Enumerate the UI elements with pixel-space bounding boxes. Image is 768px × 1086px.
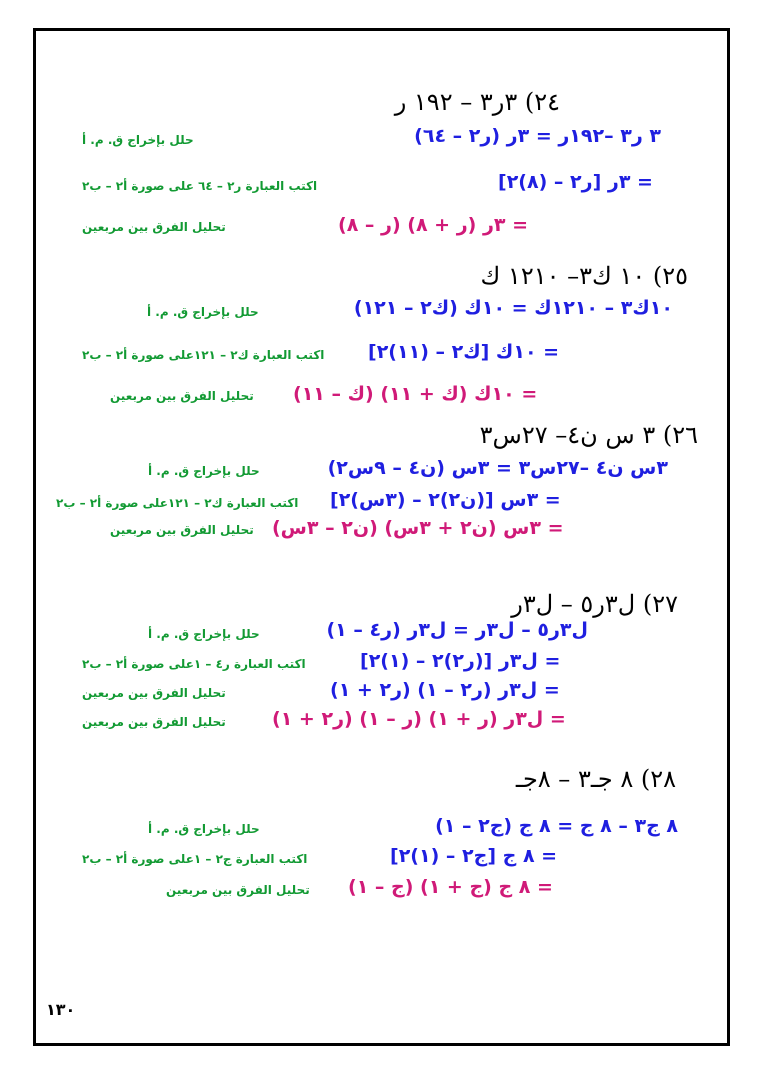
problem-27-step-4: = ل٣ر (ر + ١) (ر – ١) (ر٢ + ١) <box>272 708 566 730</box>
problem-24-step-1: ٣ ر٣ –١٩٢ر = ٣ر (ر٢ – ٦٤) <box>414 125 661 147</box>
problem-28-step-3: = ٨ ج (ج + ١) (ج – ١) <box>348 876 553 898</box>
problem-24-step-3: = ٣ر (ر + ٨) (ر – ٨) <box>338 214 529 236</box>
page-number: ١٣٠ <box>46 1000 76 1019</box>
problem-25-step-3: = ١٠ك (ك + ١١) (ك – ١١) <box>293 383 538 405</box>
problem-24-note-1: حلل بإخراج ق. م. أ <box>82 133 194 147</box>
problem-25-question: ٢٥) ١٠ ك٣– ١٢١٠ ك <box>480 262 688 290</box>
problem-25-note-1: حلل بإخراج ق. م. أ <box>147 305 259 319</box>
problem-26-note-1: حلل بإخراج ق. م. أ <box>148 464 260 478</box>
problem-27-note-4: تحليل الفرق بين مربعين <box>82 715 226 729</box>
problem-25-step-2: = ١٠ك [ك٢ – (١١)٢] <box>368 341 560 363</box>
problem-26-step-1: ٣س ن٤ –٢٧س٣ = ٣س (ن٤ – ٩س٢) <box>327 457 668 479</box>
problem-27-step-3: = ل٣ر (ر٢ – ١) (ر٢ + ١) <box>330 679 560 701</box>
problem-28-note-3: تحليل الفرق بين مربعين <box>166 883 310 897</box>
problem-25-step-1: ١٠ك٣ – ١٢١٠ك = ١٠ك (ك٢ – ١٢١) <box>353 297 673 319</box>
problem-28-note-2: اكتب العبارة ج٢ – ١على صورة أ٢ – ب٢ <box>82 852 308 866</box>
problem-26-step-3: = ٣س (ن٢ + ٣س) (ن٢ – ٣س) <box>272 517 564 539</box>
problem-28-step-2: = ٨ ج [ج٢ – (١)٢] <box>390 845 558 867</box>
problem-25-note-2: اكتب العبارة ك٢ – ١٢١على صورة أ٢ – ب٢ <box>82 348 325 362</box>
problem-24-note-3: تحليل الفرق بين مربعين <box>82 220 226 234</box>
problem-26-note-2: اكتب العبارة ك٢ – ١٢١على صورة أ٢ – ب٢ <box>56 496 299 510</box>
problem-27-step-1: ل٣ر٥ – ل٣ر = ل٣ر (ر٤ – ١) <box>326 619 588 641</box>
problem-26-step-2: = ٣س [(ن٢)٢ – (٣س)٢] <box>330 489 561 511</box>
problem-24-note-2: اكتب العبارة ر٢ – ٦٤ على صورة أ٢ – ب٢ <box>82 179 318 193</box>
problem-27-step-2: = ل٣ر [(ر٢)٢ – (١)٢] <box>360 650 561 672</box>
problem-28-note-1: حلل بإخراج ق. م. أ <box>148 822 260 836</box>
problem-24-question: ٢٤) ٣ر٣ – ١٩٢ ر <box>394 88 560 116</box>
problem-27-note-2: اكتب العبارة ر٤ – ١على صورة أ٢ – ب٢ <box>82 657 306 671</box>
problem-26-note-3: تحليل الفرق بين مربعين <box>110 523 254 537</box>
problem-26-question: ٢٦) ٣ س ن٤– ٢٧س٣ <box>479 421 698 449</box>
problem-24-step-2: = ٣ر [ر٢ – (٨)٢] <box>498 171 653 193</box>
problem-27-note-3: تحليل الفرق بين مربعين <box>82 686 226 700</box>
problem-27-note-1: حلل بإخراج ق. م. أ <box>148 627 260 641</box>
problem-28-step-1: ٨ ج٣ – ٨ ج = ٨ ج (ج٢ – ١) <box>435 815 678 837</box>
problem-25-note-3: تحليل الفرق بين مربعين <box>110 389 254 403</box>
problem-28-question: ٢٨) ٨ جـ٣ – ٨جـ <box>515 765 676 793</box>
problem-27-question: ٢٧) ل٣ر٥ – ل٣ر <box>511 590 678 618</box>
